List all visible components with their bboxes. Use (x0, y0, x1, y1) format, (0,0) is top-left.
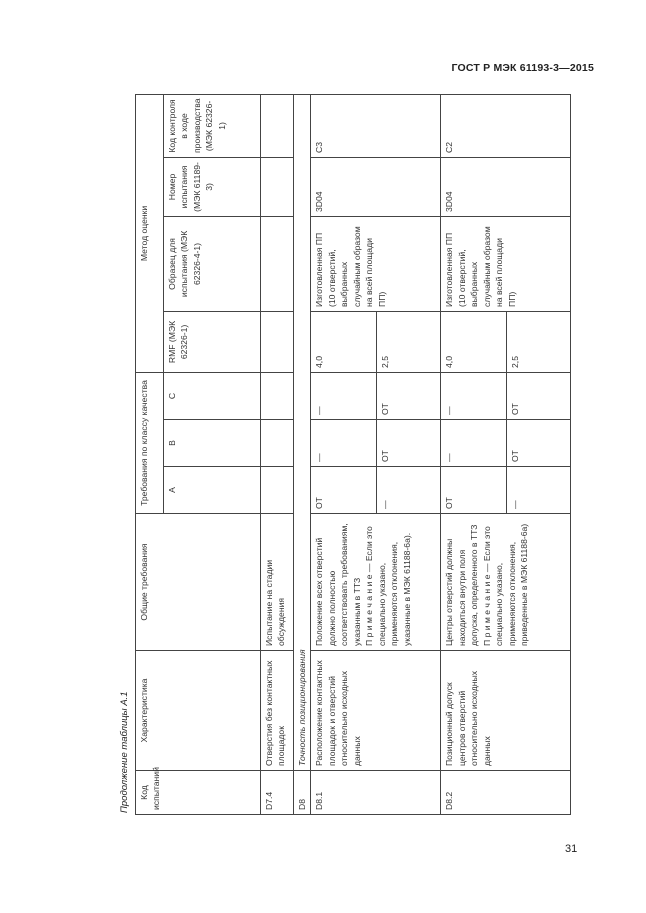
cell-control: C3 (311, 94, 441, 157)
cell-general (441, 514, 571, 651)
cell-empty (261, 216, 294, 311)
cell-section-title: Точность позиционирования (294, 94, 311, 770)
cell-empty (261, 94, 294, 157)
cell-rmf: 2,5 (377, 311, 441, 372)
cell-code: D8 (294, 771, 311, 815)
cell-rmf: 4,0 (441, 311, 507, 372)
cell-general: Испытание на стадии обсуждения (261, 514, 294, 651)
rotated-table-container (115, 95, 584, 815)
col-header-characteristic: Характеристика (136, 651, 261, 771)
table-row (261, 94, 294, 814)
cell-characteristic: Позиционный допуск центров отверстий относительно исходных данных (441, 651, 571, 771)
cell-test-no: 3D04 (441, 157, 571, 216)
page-header: ГОСТ Р МЭК 61193-3—2015 (451, 62, 594, 74)
cell-sample: Изготовленная ПП (10 отверстий, выбранных случайным образом на всей площади ПП) (441, 216, 571, 311)
cell-class-b: — (311, 420, 377, 467)
col-header-class-b: В (164, 420, 261, 467)
cell-code: D8.1 (311, 771, 441, 815)
col-header-general: Общие требования (136, 514, 261, 651)
cell-control: C2 (441, 94, 571, 157)
cell-rmf: 2,5 (507, 311, 571, 372)
cell-empty (261, 420, 294, 467)
cell-test-no: 3D04 (311, 157, 441, 216)
cell-empty (261, 311, 294, 372)
cell-general (311, 514, 441, 651)
col-header-requirements: Требования по классу качества (136, 372, 164, 513)
col-header-class-a: А (164, 467, 261, 514)
cell-class-a: ОТ (441, 467, 507, 514)
general-text: Положение всех отверстий должно полностью соответствовать требованиям, указанным в ТТЗ (314, 523, 362, 646)
cell-class-a: — (507, 467, 571, 514)
table-row (294, 94, 311, 814)
cell-characteristic: Отверстия без контактных площадок (261, 651, 294, 771)
header-row-top (136, 94, 164, 814)
col-header-sample: Образец для испытания (МЭК 62326-4-1) (164, 216, 261, 311)
cell-sample: Изготовленная ПП (10 отверстий, выбранных случайным образом на всей площади ПП) (311, 216, 441, 311)
table-row (441, 94, 507, 814)
general-note: П р и м е ч а н и е — Если это специально указано, применяются отклонения, приведенные в МЭК 61188-6a) (481, 523, 530, 646)
cell-empty (261, 372, 294, 419)
table-row (311, 94, 377, 814)
table-caption: Продолжение таблицы А.1 (119, 691, 130, 813)
cell-class-c: ОТ (377, 372, 441, 419)
col-header-code: Код испытаний (136, 771, 261, 815)
cell-class-b: — (441, 420, 507, 467)
cell-class-c: — (311, 372, 377, 419)
cell-empty (261, 467, 294, 514)
cell-class-b: ОТ (377, 420, 441, 467)
cell-class-b: ОТ (507, 420, 571, 467)
cell-rmf: 4,0 (311, 311, 377, 372)
general-note: П р и м е ч а н и е — Если это специально указано, применяются отклонения, указанные в МЭК 61188-6a). (364, 526, 412, 646)
cell-class-a: ОТ (311, 467, 377, 514)
cell-code: D8.2 (441, 771, 571, 815)
cell-characteristic: Расположение контактных площадок и отверстий относительно исходных данных (311, 651, 441, 771)
col-header-class-c: С (164, 372, 261, 419)
col-header-rmf: RMF (МЭК 62326-1) (164, 311, 261, 372)
page-number: 31 (565, 843, 578, 855)
cell-class-a: — (377, 467, 441, 514)
cell-empty (261, 157, 294, 216)
cell-class-c: ОТ (507, 372, 571, 419)
general-text: Центры отверстий должны находиться внутри поля допуска, определенного в ТТЗ (444, 524, 480, 646)
cell-class-c: — (441, 372, 507, 419)
col-header-method: Метод оценки (136, 94, 164, 372)
col-header-test-no: Номер испытания (МЭК 61189-3) (164, 157, 261, 216)
table (135, 94, 571, 815)
col-header-control: Код контроля в ходе производства (МЭК 62326-1) (164, 94, 261, 157)
cell-code: D7.4 (261, 771, 294, 815)
